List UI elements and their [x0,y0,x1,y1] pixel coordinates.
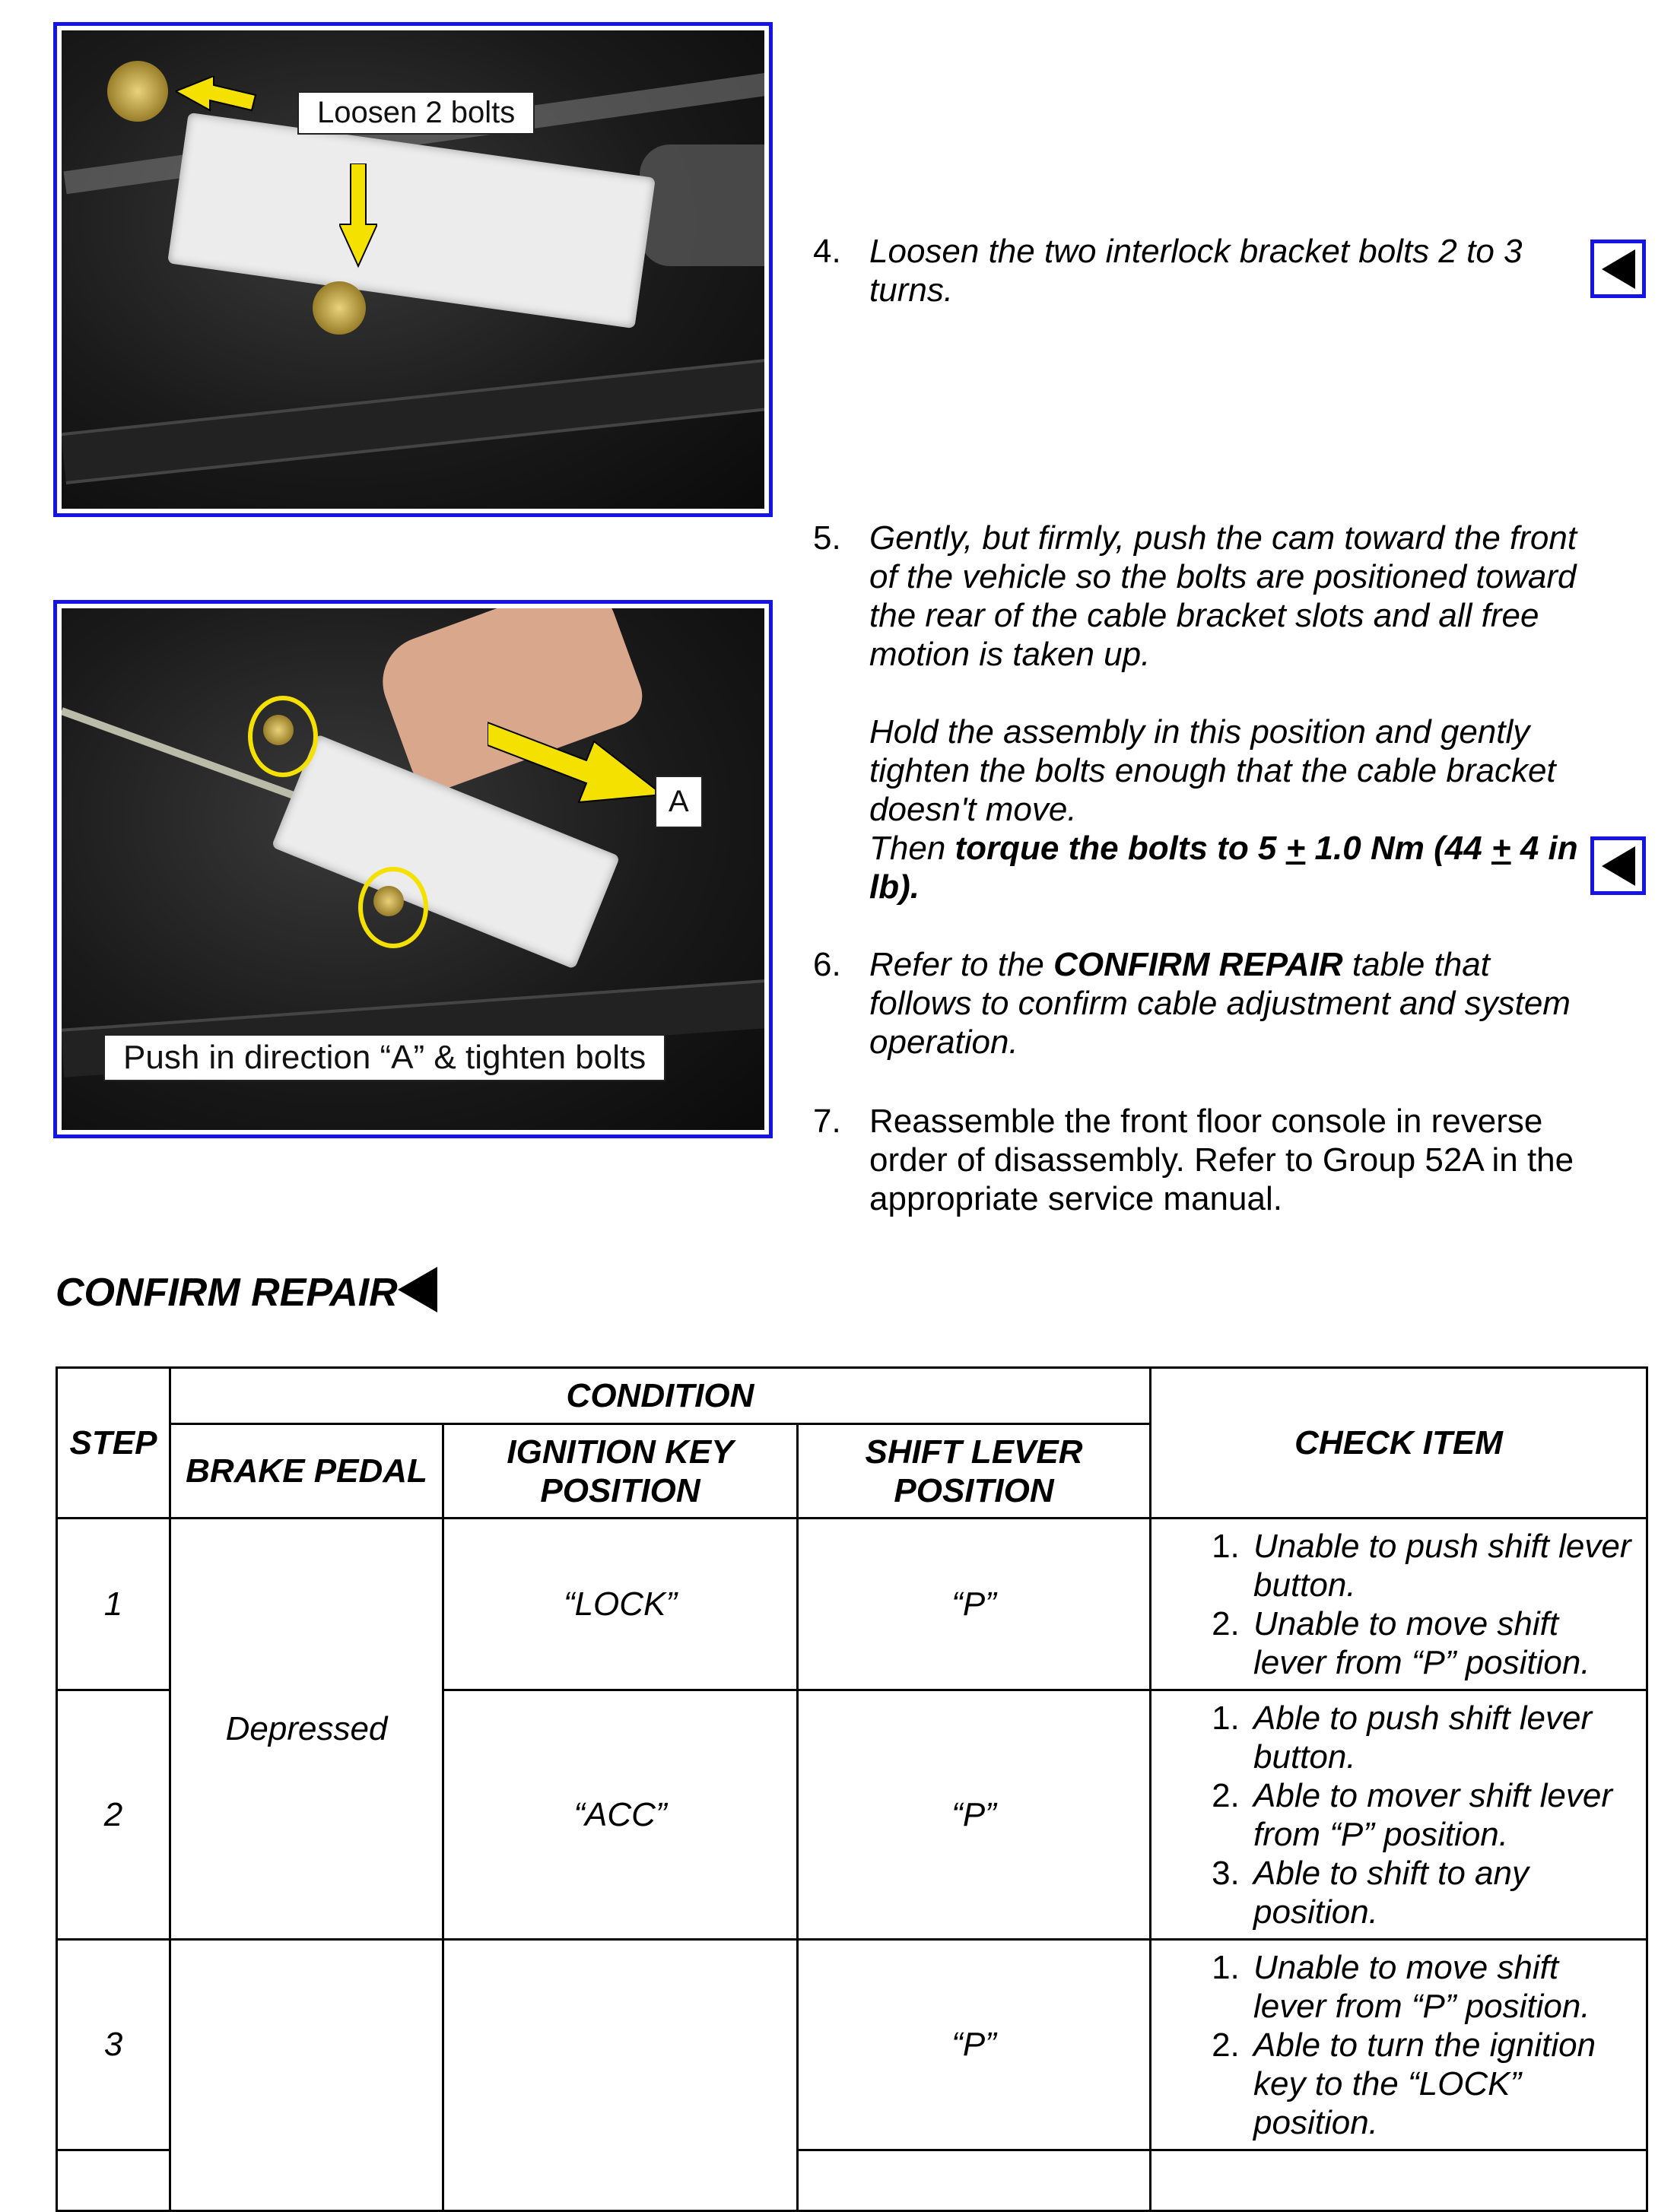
check-item: 1. Able to push shift lever button. [1249,1699,1640,1776]
step-number: 7. [813,1103,841,1140]
check-item: 2. Able to mover shift lever from “P” position. [1249,1776,1640,1854]
table-row [57,1519,1647,1690]
step-number: 6. [813,946,841,983]
step-text: Loosen the two interlock bracket bolts 2 to 3 turns. [869,233,1523,309]
step-cell: 2 [57,1690,170,1940]
photo-push-tighten [53,600,773,1138]
arrow-icon [176,76,259,122]
step-cell: 3 [57,1940,170,2150]
step-cell [57,2150,170,2211]
photo-image [62,608,764,1130]
back-arrow-button[interactable] [1590,240,1646,298]
header-shift-lever: SHIFT LEVER POSITION [798,1424,1151,1519]
check-item: 1. Unable to push shift lever button. [1249,1527,1640,1604]
table-row [57,1940,1647,2150]
bolt-icon [263,715,294,745]
ignition-cell: “ACC” [443,1690,798,1940]
bolt-icon [373,886,404,916]
step-text: Gently, but firmly, push the cam toward the front of the vehicle so the bolts are positioned toward the rear of the cable bracket slots and all free motion is taken up. [869,519,1577,673]
plus-minus: + [1285,830,1306,867]
step-text: table that follows to confirm cable adjustment and system operation. [869,946,1571,1061]
check-cell [1151,1940,1647,2150]
step-text: Reassemble the front floor console in reverse order of disassembly. Refer to Group 52A in the appropriate service manual. [869,1103,1574,1217]
bolt-icon [313,281,366,335]
check-item: 3. Able to shift to any position. [1249,1854,1640,1931]
confirm-repair-link[interactable]: CONFIRM REPAIR [1053,946,1343,983]
check-cell [1151,2150,1647,2211]
check-cell [1151,1519,1647,1690]
check-item: 2. Able to turn the ignition key to the “LOCK” position. [1249,2026,1640,2142]
arrow-icon [488,700,670,806]
section-title [56,1270,437,1315]
shift-cell: “P” [798,1519,1151,1690]
step-cell: 1 [57,1519,170,1690]
step-text-hold: Hold the assembly in this position and gently tighten the bolts enough that the cable bracket doesn't move. [869,713,1556,828]
section-title-text: CONFIRM REPAIR [56,1271,398,1315]
back-arrow-icon [1602,846,1635,886]
photo-loosen-bolts [53,22,773,517]
check-cell [1151,1690,1647,1940]
brake-cell [170,1940,443,2211]
bolt-icon [107,61,168,122]
back-arrow-icon[interactable] [398,1267,437,1312]
ignition-cell: “LOCK” [443,1519,798,1690]
ignition-cell [443,1940,798,2211]
back-arrow-icon [1602,249,1635,289]
plus-minus: + [1491,830,1511,867]
direction-a-label: A [655,776,703,828]
check-item: 2. Unable to move shift lever from “P” position. [1249,1604,1640,1682]
torque-value: torque the bolts to 5 [955,830,1286,867]
torque-prefix: Then [869,830,955,867]
photo-callout: Loosen 2 bolts [297,91,535,135]
header-brake-pedal: BRAKE PEDAL [170,1424,443,1519]
photo-caption: Push in direction “A” & tighten bolts [103,1034,665,1081]
arrow-icon [339,163,377,270]
step-text: Refer to the [869,946,1054,983]
header-check-item: CHECK ITEM [1151,1368,1647,1519]
shift-cell [798,2150,1151,2211]
step-number: 5. [813,519,841,557]
step-number: 4. [813,233,841,270]
header-condition: CONDITION [170,1368,1151,1424]
photo-image [62,30,764,509]
interlock-bracket [167,113,656,328]
header-step: STEP [57,1368,170,1519]
shift-cell: “P” [798,1940,1151,2150]
confirm-repair-table [56,1366,1648,2212]
check-item: 1. Unable to move shift lever from “P” position. [1249,1948,1640,2026]
header-ignition-key: IGNITION KEY POSITION [443,1424,798,1519]
step-text-torque [869,829,1599,906]
back-arrow-button[interactable] [1590,836,1646,895]
brake-cell: Depressed [170,1519,443,1940]
shift-cell: “P” [798,1690,1151,1940]
torque-value: 1.0 Nm (44 [1305,830,1491,867]
torque-value: 4 in lb). [869,830,1578,906]
